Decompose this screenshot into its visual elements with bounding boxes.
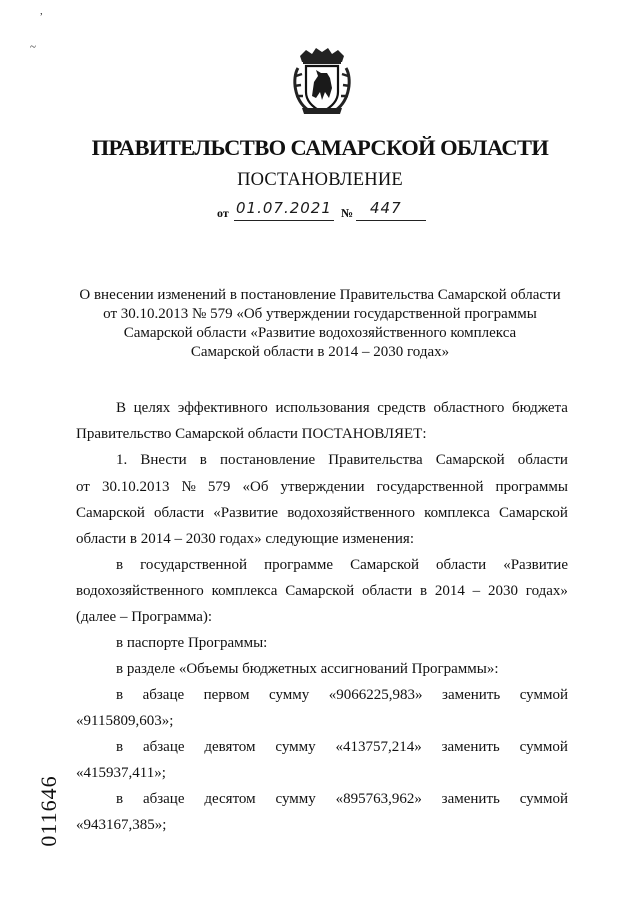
scan-mark: ,	[40, 5, 43, 17]
word: абзаце	[142, 791, 185, 807]
word: Самарской	[285, 583, 355, 599]
document-heading	[62, 286, 578, 362]
word: 2014	[434, 583, 465, 599]
word: Самарской	[350, 557, 419, 573]
date-value: 01.07.2021	[236, 199, 332, 217]
word: целях	[133, 400, 171, 416]
word: №	[181, 479, 196, 495]
word: комплекса	[211, 583, 278, 599]
text-line: «9115809,603»;	[76, 713, 174, 729]
document-type: ПОСТАНОВЛЕНИЕ	[237, 170, 403, 190]
word: «Развитие	[503, 557, 568, 573]
word: использования	[275, 400, 370, 416]
date-number-line	[0, 199, 640, 223]
word: в	[116, 739, 124, 755]
word: 30.10.2013	[101, 479, 170, 495]
word: абзаце	[142, 687, 185, 703]
word: сумму	[275, 739, 316, 755]
word: эффективного	[177, 400, 268, 416]
word: первом	[203, 687, 250, 703]
word: комплекса	[424, 505, 490, 521]
word: утверждении	[280, 479, 365, 495]
word: в	[419, 583, 428, 599]
word: «413757,214»	[335, 739, 422, 755]
text-line	[116, 687, 568, 709]
word: сумму	[275, 791, 316, 807]
word: государственной	[140, 557, 248, 573]
text-line: в разделе «Объемы бюджетных ассигнований Программы»:	[116, 661, 499, 677]
number-value: 447	[370, 199, 402, 217]
word: девятом	[204, 739, 256, 755]
word: в	[116, 791, 124, 807]
word: водохозяйственного	[76, 583, 204, 599]
word: заменить	[442, 687, 501, 703]
word: –	[472, 583, 481, 599]
word: области	[361, 583, 413, 599]
word: сумму	[269, 687, 310, 703]
word: 579	[207, 479, 231, 495]
word: Самарской	[435, 452, 505, 468]
word: в	[199, 452, 207, 468]
coat-of-arms-emblem	[290, 42, 354, 118]
word: абзаце	[142, 739, 185, 755]
word: бюджета	[512, 400, 568, 416]
government-title: ПРАВИТЕЛЬСТВО САМАРСКОЙ ОБЛАСТИ	[91, 135, 549, 160]
text-line: «415937,411»;	[76, 765, 166, 781]
text-line	[76, 583, 568, 605]
word: Правительства	[328, 452, 423, 468]
text-line: Правительство Самарской области ПОСТАНОВЛЯЕТ:	[76, 426, 427, 442]
word: средств	[377, 400, 426, 416]
scan-mark: ~	[30, 41, 36, 53]
text-line	[116, 400, 568, 422]
word: области	[154, 505, 205, 521]
heading-line: Самарской области в 2014 – 2030 годах»	[190, 344, 450, 360]
word: суммой	[519, 687, 568, 703]
text-line	[116, 452, 568, 474]
heading-line: Самарской области «Развитие водохозяйственного комплекса	[123, 325, 517, 341]
word: Самарской	[499, 505, 568, 521]
word: области	[517, 452, 568, 468]
text-line	[116, 557, 568, 579]
text-line	[76, 505, 568, 527]
text-line: области в 2014 – 2030 годах» следующие изменения:	[76, 531, 414, 547]
word: Внести	[140, 452, 187, 468]
word: в	[116, 557, 124, 573]
text-line	[116, 739, 568, 761]
word: заменить	[441, 791, 500, 807]
word: суммой	[519, 739, 568, 755]
word: В	[116, 400, 127, 416]
word: государственной	[376, 479, 484, 495]
date-prefix: от	[217, 206, 229, 220]
word: 2030	[487, 583, 518, 599]
heading-line: О внесении изменений в постановление Правительства Самарской области	[79, 287, 561, 303]
registration-stamp	[36, 768, 62, 854]
word: программы	[495, 479, 568, 495]
word: суммой	[519, 791, 568, 807]
word: «Об	[242, 479, 269, 495]
word: «Развитие	[213, 505, 279, 521]
word: программе	[264, 557, 334, 573]
heading-line: от 30.10.2013 № 579 «Об утверждении государственной программы	[103, 306, 537, 322]
word: «895763,962»	[335, 791, 422, 807]
word: годах»	[525, 583, 568, 599]
text-line: (далее – Программа):	[76, 609, 213, 625]
date-underline	[234, 220, 334, 221]
word: от	[76, 479, 90, 495]
text-line	[116, 791, 568, 813]
word: водохозяйственного	[287, 505, 415, 521]
text-line	[76, 479, 568, 501]
word: в	[116, 687, 124, 703]
word: «9066225,983»	[328, 687, 423, 703]
number-underline	[356, 220, 426, 221]
word: заменить	[441, 739, 500, 755]
word: области	[436, 557, 487, 573]
word: Самарской	[76, 505, 145, 521]
word: 1.	[116, 452, 128, 468]
number-prefix: №	[341, 206, 354, 220]
word: постановление	[219, 452, 316, 468]
text-line: в паспорте Программы:	[116, 635, 268, 651]
text-line: «943167,385»;	[76, 817, 167, 833]
stamp-number: 011646	[36, 775, 61, 847]
word: областного	[433, 400, 505, 416]
word: десятом	[204, 791, 256, 807]
